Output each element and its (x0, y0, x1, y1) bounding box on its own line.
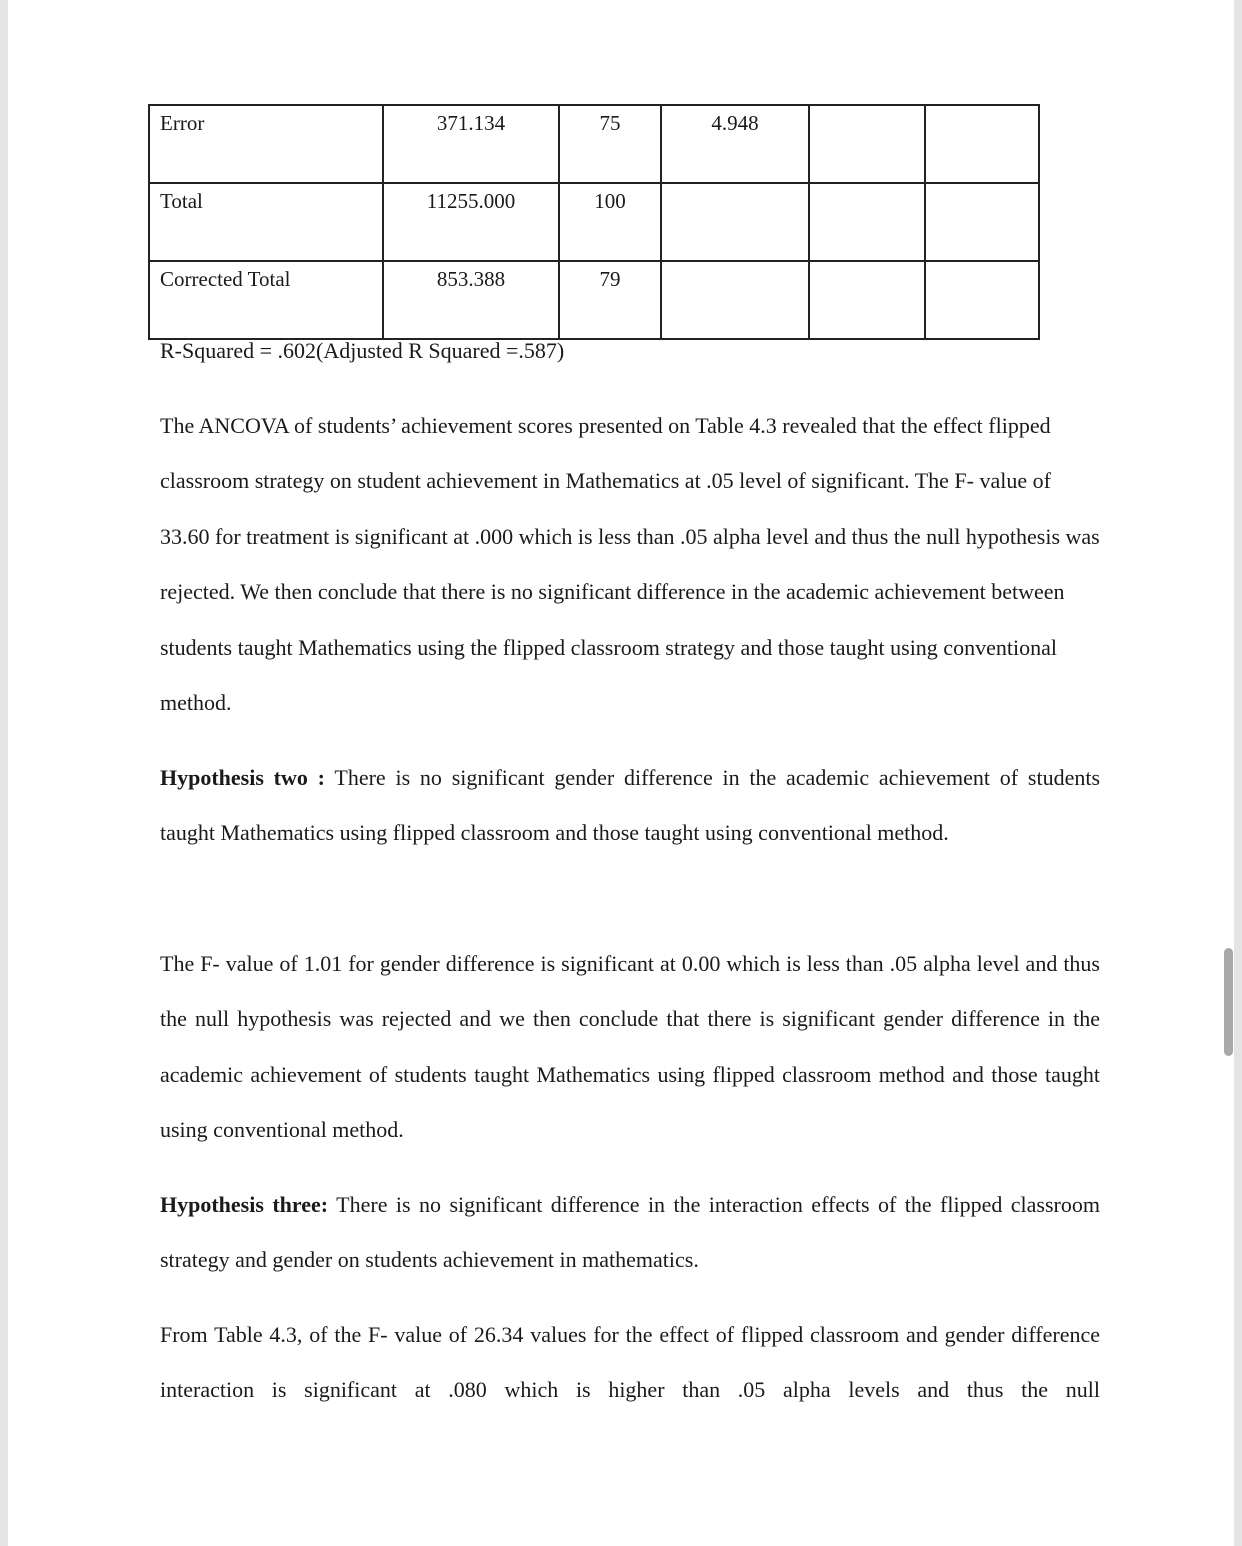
table-cell-df: 79 (559, 261, 661, 339)
hypothesis-two-paragraph (160, 750, 1100, 861)
table-row (149, 183, 1039, 261)
document-page (8, 0, 1234, 1546)
hypothesis-two-text: There is no significant gender difference in the academic achievement of students taught Mathematics using flipped classroom and those taught using conventional method. (160, 765, 1101, 846)
table-row (149, 261, 1039, 339)
table-cell-sig (925, 261, 1039, 339)
hypothesis-two-label: Hypothesis two : (160, 765, 326, 790)
table-cell-sig (925, 183, 1039, 261)
hypothesis-three-paragraph (160, 1177, 1100, 1288)
hypothesis-three-text: There is no significant difference in the interaction effects of the flipped classroom strategy and gender on students achievement in mathematics. (160, 1192, 1100, 1273)
hypothesis-three-label: Hypothesis three: (160, 1192, 329, 1217)
ancova-result-paragraph: The ANCOVA of students’ achievement scores presented on Table 4.3 revealed that the effect flipped classroom strategy on student achievement in Mathematics at .05 level of significant. The F- value of 33.60 for treatment is significant at .000 which is less than .05 alpha level and thus the null hypothesis was rejected. We then conclude that there is no significant difference in the academic achievement between students taught Mathematics using the flipped classroom strategy and those taught using conventional method. (160, 413, 1100, 716)
table-cell-df: 100 (559, 183, 661, 261)
table-cell-mean-square (661, 183, 809, 261)
table-cell-source: Error (149, 105, 383, 183)
scrollbar-thumb[interactable] (1224, 948, 1233, 1056)
table-cell-sum-of-squares: 371.134 (383, 105, 559, 183)
table-cell-sig (925, 105, 1039, 183)
table-cell-df: 75 (559, 105, 661, 183)
table-row (149, 105, 1039, 183)
table-cell-f (809, 105, 925, 183)
table-cell-f (809, 183, 925, 261)
table-cell-sum-of-squares: 853.388 (383, 261, 559, 339)
r-squared-note: R-Squared = .602(Adjusted R Squared =.587) (160, 338, 565, 363)
gender-result-paragraph: The F- value of 1.01 for gender difference is significant at 0.00 which is less than .05 alpha level and thus the null hypothesis was rejected and we then conclude that there is significant gender difference in the academic achievement of students taught Mathematics using flipped classroom method and those taught using conventional method. (160, 951, 1100, 1143)
anova-table (148, 104, 1040, 340)
table-cell-mean-square: 4.948 (661, 105, 809, 183)
interaction-result-paragraph: From Table 4.3, of the F- value of 26.34 values for the effect of flipped classroom and gender difference interaction is significant at .080 which is higher than .05 alpha levels and thus the null (160, 1322, 1100, 1403)
table-cell-mean-square (661, 261, 809, 339)
table-cell-source: Corrected Total (149, 261, 383, 339)
table-cell-f (809, 261, 925, 339)
table-cell-source: Total (149, 183, 383, 261)
table-cell-sum-of-squares: 11255.000 (383, 183, 559, 261)
